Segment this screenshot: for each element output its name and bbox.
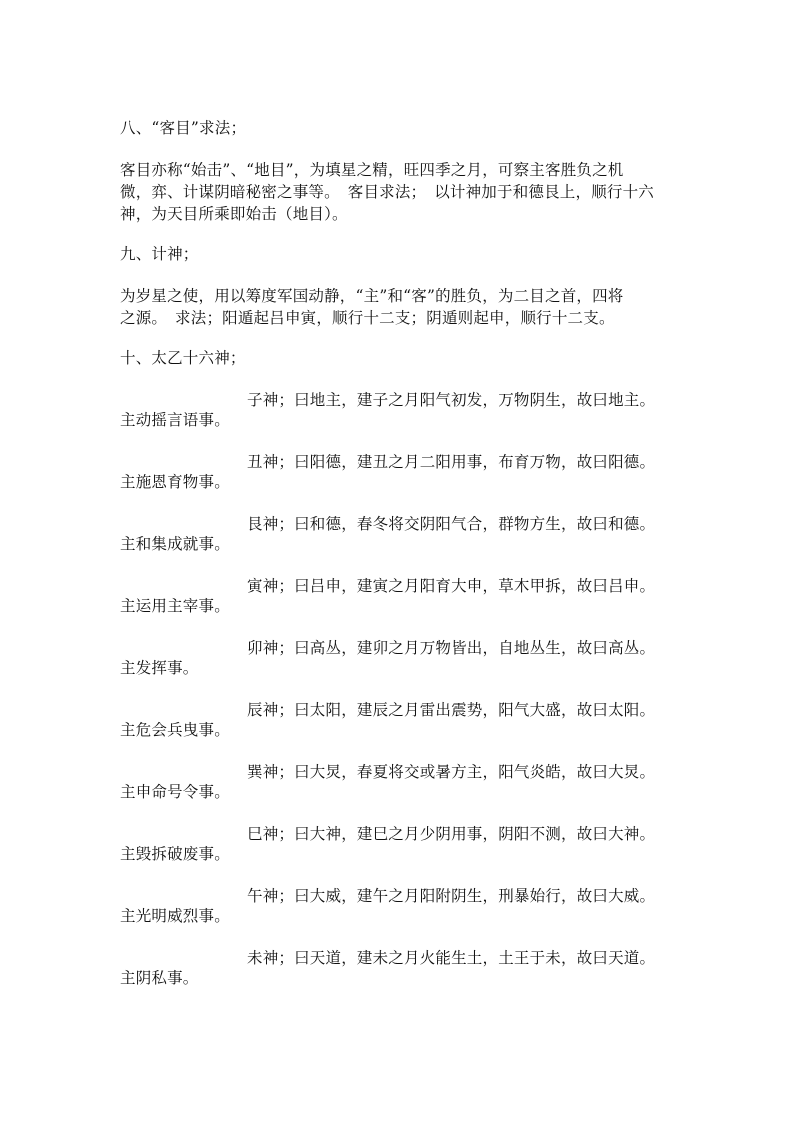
section-9-paragraph-line-1: 为岁星之使，用以筹度军国动静，“主”和“客”的胜负，为二目之首，四将 <box>120 287 624 305</box>
god-entry-zi-line-2: 主动摇言语事。 <box>120 411 230 429</box>
god-entry-si-line-1: 巳神；曰大神，建巳之月少阴用事，阴阳不测，故曰大神。 <box>247 825 656 843</box>
section-9-heading: 九、计神； <box>120 245 199 263</box>
section-10-heading: 十、太乙十六神； <box>120 349 246 367</box>
section-9-paragraph-line-2: 之源。 求法；阳遁起吕申寅，顺行十二支；阴遁则起申，顺行十二支。 <box>120 309 615 327</box>
section-8-paragraph-line-1: 客目亦称“始击”、“地目”，为填星之精，旺四季之月，可察主客胜负之机 <box>120 161 624 179</box>
section-8-paragraph-line-3: 神，为天目所乘即始击（地目）。 <box>120 205 348 223</box>
god-entry-mao-line-2: 主发挥事。 <box>120 659 199 677</box>
god-entry-yin-line-1: 寅神；曰吕申，建寅之月阳育大申，草木甲拆，故曰吕申。 <box>247 577 656 595</box>
god-entry-wei-line-1: 未神；曰天道，建未之月火能生土，土王于未，故曰天道。 <box>247 949 656 967</box>
section-8-heading: 八、“客目”求法； <box>120 119 247 137</box>
god-entry-chou-line-2: 主施恩育物事。 <box>120 473 230 491</box>
god-entry-wei-line-2: 主阴私事。 <box>120 969 199 987</box>
god-entry-chen-line-1: 辰神；曰太阳，建辰之月雷出震势，阳气大盛，故曰太阳。 <box>247 701 656 719</box>
god-entry-xun-line-2: 主申命号令事。 <box>120 783 230 801</box>
god-entry-xun-line-1: 巽神；曰大炅，春夏将交或暑方主，阳气炎皓，故曰大炅。 <box>247 763 656 781</box>
god-entry-mao-line-1: 卯神；曰高丛，建卯之月万物皆出，自地丛生，故曰高丛。 <box>247 639 656 657</box>
section-8-paragraph-line-2: 微，弈、计谋阴暗秘密之事等。 客目求法； 以计神加于和德艮上，顺行十六 <box>120 183 655 201</box>
god-entry-zi-line-1: 子神；曰地主，建子之月阳气初发，万物阴生，故曰地主。 <box>247 391 656 409</box>
god-entry-yin-line-2: 主运用主宰事。 <box>120 597 230 615</box>
god-entry-chen-line-2: 主危会兵曳事。 <box>120 721 230 739</box>
god-entry-chou-line-1: 丑神；曰阳德，建丑之月二阳用事，布育万物，故曰阳德。 <box>247 453 656 471</box>
god-entry-gen-line-1: 艮神；曰和德，春冬将交阴阳气合，群物方生，故曰和德。 <box>247 515 656 533</box>
god-entry-si-line-2: 主毁拆破废事。 <box>120 845 230 863</box>
god-entry-wu-line-1: 午神；曰大威，建午之月阳附阴生，刑暴始行，故曰大威。 <box>247 887 656 905</box>
god-entry-gen-line-2: 主和集成就事。 <box>120 535 230 553</box>
god-entry-wu-line-2: 主光明威烈事。 <box>120 907 230 925</box>
